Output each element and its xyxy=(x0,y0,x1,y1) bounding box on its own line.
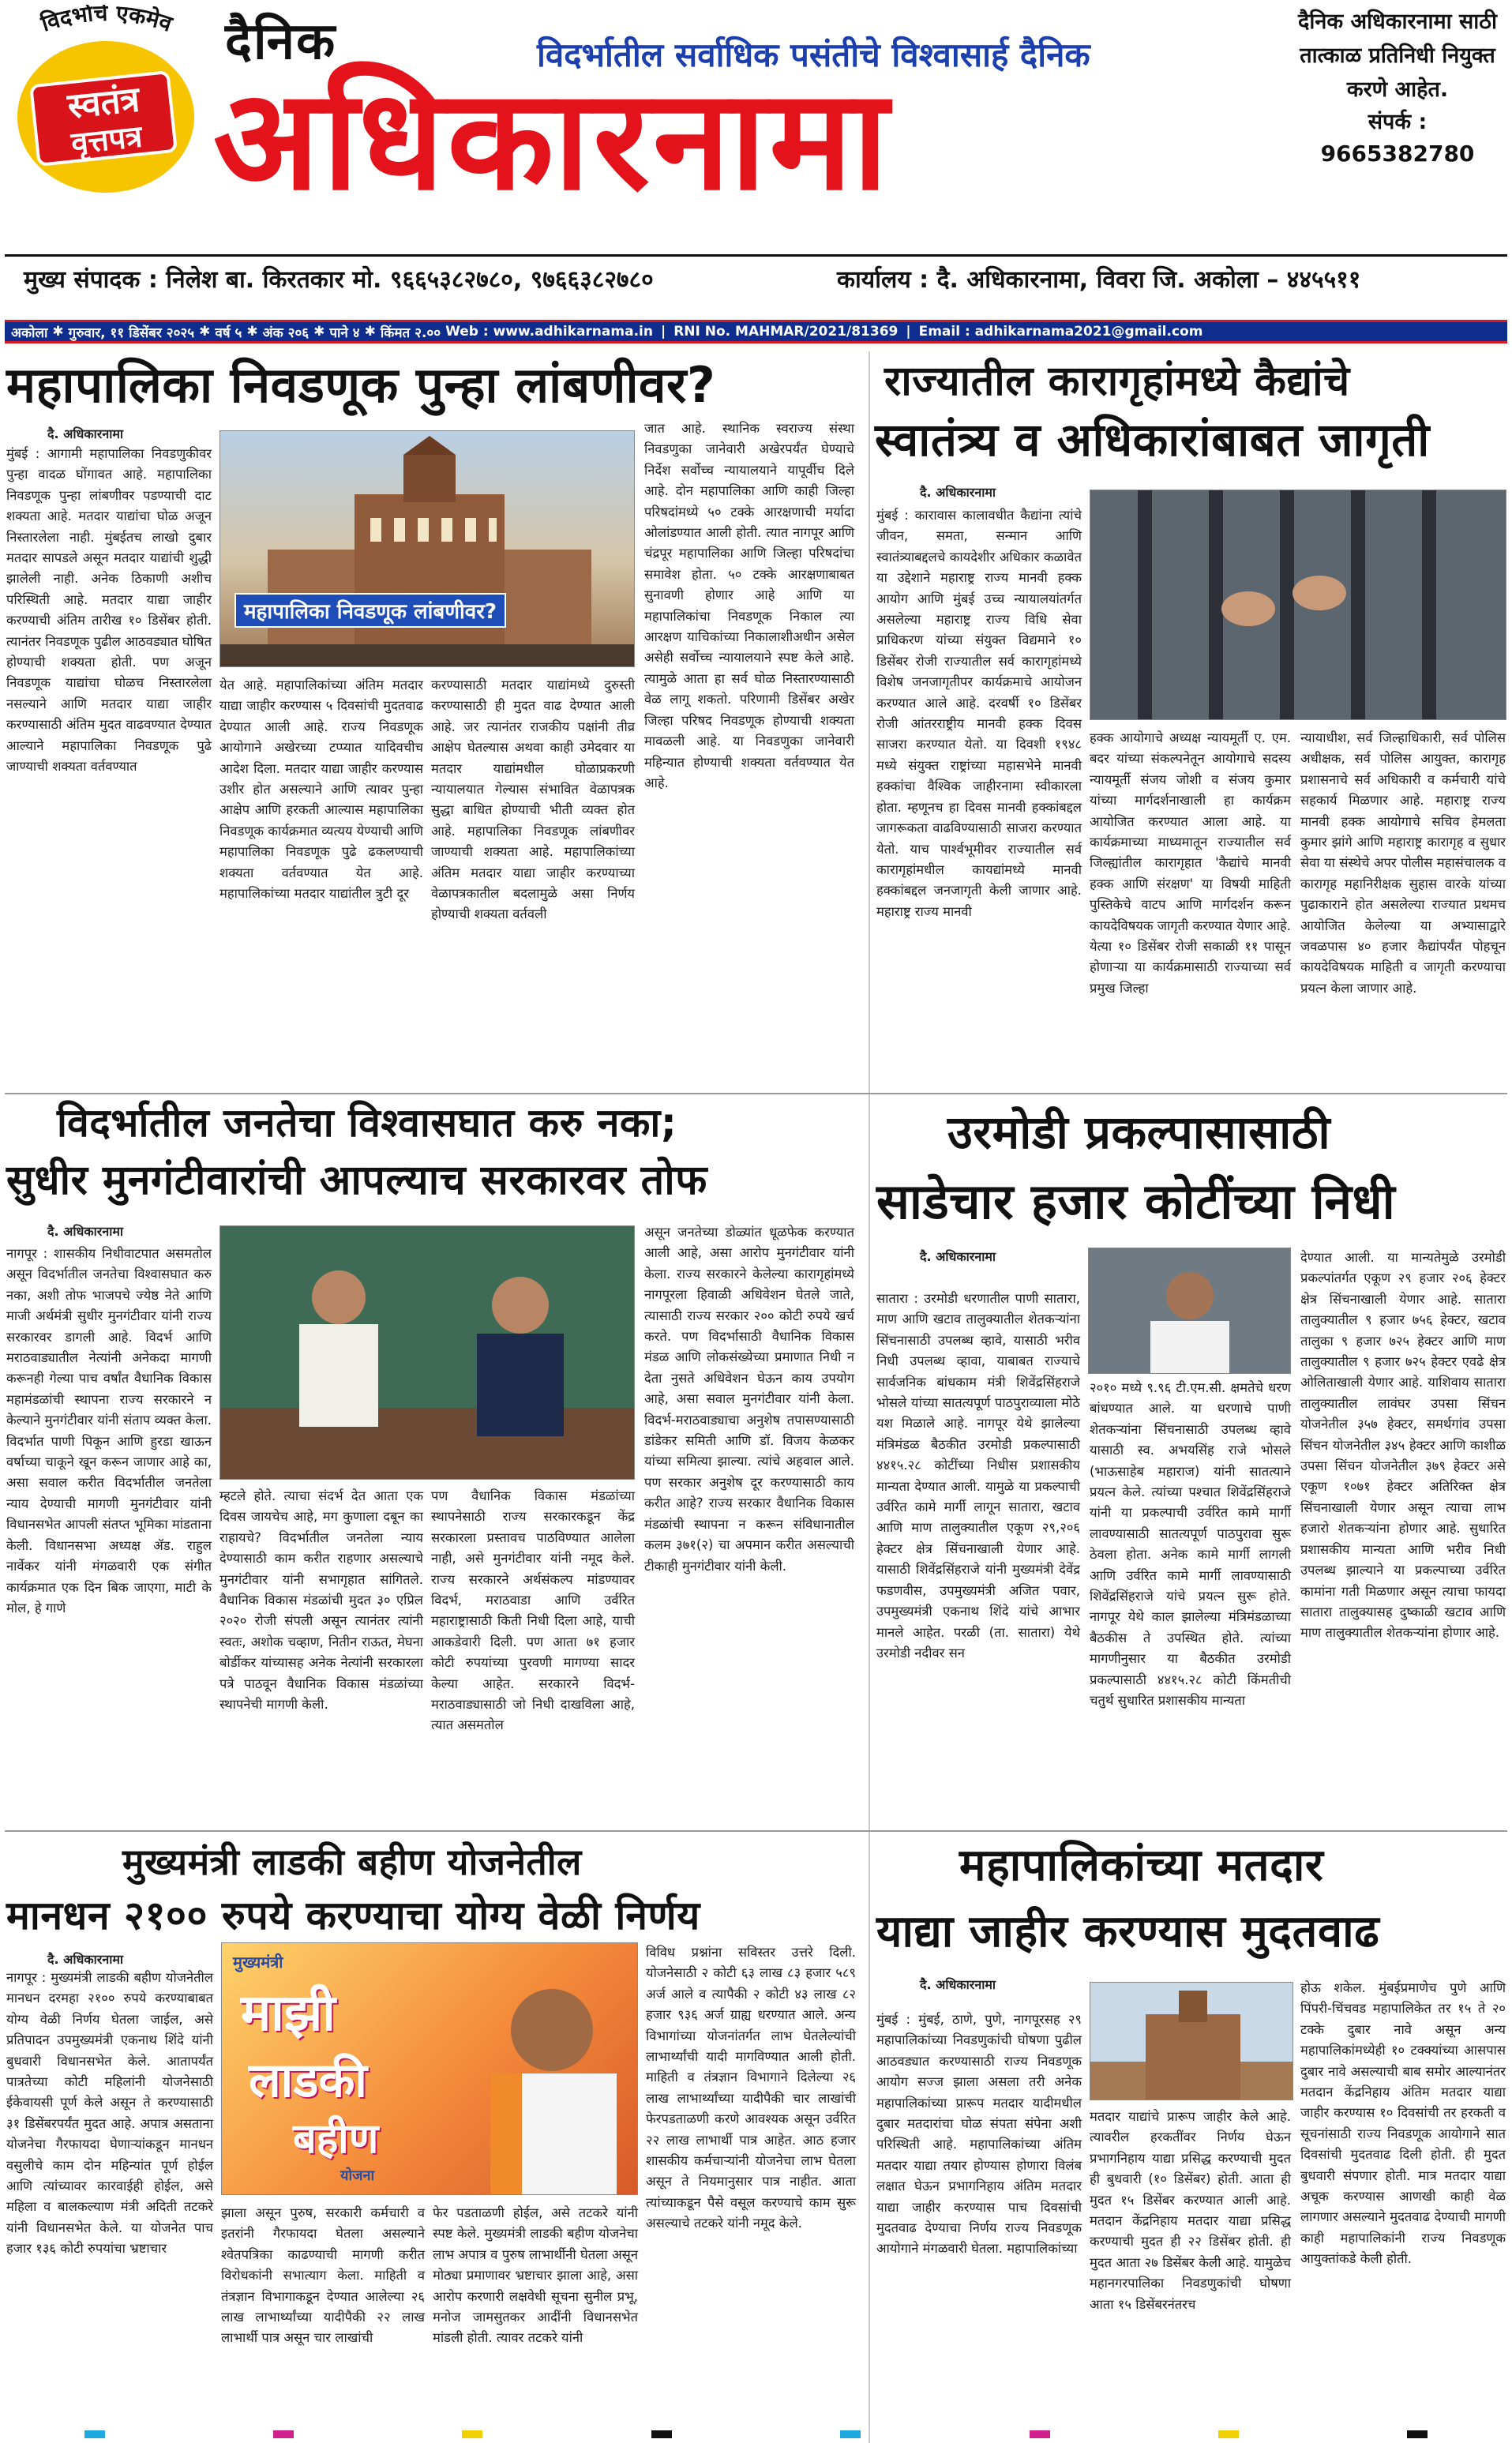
article6-photo xyxy=(1090,1982,1293,2100)
article3-col3: पण वैधानिक विकास मंडळांच्या स्थापनेसाठी राज्य सरकारकडून केंद्र सरकारला प्रस्तावच पाठविण्यात आलेला नाही, असे मुनगंटीवार यांनी नमूद केले. राज्य सरकारने अर्थसंकल्प मांडण्यावर विदर्भ, मराठवाडा आणि उर्वरित महाराष्ट्रासाठी किती निधी दिला आहे, याची आकडेवारी दिली. पण आता ७१ हजार कोटी रुपयांच्या पुरवणी मागण्या सादर केल्या आहेत. सरकारने विदर्भ-मराठवाड्यासाठी जो निधी दाखविला आहे, त्यात असमतोल xyxy=(431,1488,635,1733)
article3-col4: असून जनतेच्या डोळ्यांत धूळफेक करण्यात आली आहे, असा आरोप मुनगंटीवार यांनी केला. राज्य सरकारने केलेल्या कारागृहांमध्ये नागपूरला हिवाळी अधिवेशन घेतले जाते, त्यासाठी राज्य सरकार २०० कोटी रुपये खर्च करते. पण विदर्भासाठी वैधानिक विकास मंडळ आणि लोकसंख्येच्या प्रमाणात निधी न देता नुसते अधिवेशन घेऊन काय उपयोग आहे, असा सवाल मुनगंटीवार यांनी केला. विदर्भ-मराठवाड्याचा अनुशेष तपासण्यासाठी डांडेकर समिती आणि डॉ. विजय केळकर यांच्या समित्या झाल्या. त्यांचे अहवाल आले. पण सरकार अनुशेष दूर करण्यासाठी काय करीत आहे? राज्य सरकार वैधानिक विकास मंडळांची स्थापना न करून संविधानातील कलम ३७१(२) चा अपमान करीत असल्याची टीकाही मुनगंटीवार यांनी केली. xyxy=(644,1225,854,1574)
article2-col1: मुंबई : कारावास कालावधीत कैद्यांना त्यांचे जीवन, समता, सन्मान आणि स्वातंत्र्याबद्दलचे कायदेशीर अधिकार कळावेत या उद्देशाने महाराष्ट्र राज्य मानवी हक्क आयोग आणि मुंबई उच्च न्यायालयांतर्गत असलेल्या महाराष्ट्र राज्य विधि सेवा प्राधिकरण यांच्या संयुक्त विद्यमाने १० डिसेंबर रोजी राज्यातील सर्व कारागृहांमध्ये विशेष जनजागृतीपर कार्यक्रमाचे आयोजन करण्यात आले आहे. दरवर्षी १० डिसेंबर रोजी आंतरराष्ट्रीय मानवी हक्क दिवस साजरा करण्यात येतो. या दिवशी १९४८ मध्ये संयुक्त राष्ट्रांच्या महासभेने मानवी हक्कांचा वैश्विक जाहीरनामा स्वीकारला होता. म्हणूनच हा दिवस मानवी हक्कांबद्दल जागरूकता वाढविण्यासाठी साजरा करण्यात येतो. याच पार्श्वभूमीवर राज्यातील सर्व कारागृहांमधील कायद्यांमध्ये मानवी हक्कांबद्दल जनजागृती केली जाणार आहे. महाराष्ट्र राज्य मानवी xyxy=(876,508,1082,919)
article3-byline: दै. अधिकारनामा xyxy=(47,1224,124,1239)
minister-portrait-illustration xyxy=(1089,1248,1291,1374)
article2-photo xyxy=(1090,490,1506,720)
reg-mark-yellow xyxy=(462,2430,482,2438)
masthead-rule-top xyxy=(5,254,1507,257)
article3-photo xyxy=(219,1225,635,1480)
assembly-speakers-illustration xyxy=(220,1226,635,1480)
article1-photo-caption: महापालिका निवडणूक लांबणीवर? xyxy=(234,593,506,628)
recruitment-ad xyxy=(1295,5,1500,170)
info-year: वर्ष ५ xyxy=(215,325,242,341)
article1-col1: मुंबई : आगामी महापालिका निवडणुकीवर पुन्हा वादळ घोंगावत आहे. महापालिका निवडणूक पुन्हा लांबणीवर पडण्याची दाट शक्यता आहे. मतदार याद्यांचा घोळ अजून निस्तारलेला नाही. मुंबईतच लाखो दुबार मतदार सापडले असून मतदार याद्यांची शुद्धी झालेली नाही. अनेक ठिकाणी अशीच परिस्थिती आहे. मतदार याद्या जाहीर करण्याची अंतिम तारीख १० डिसेंबर होती. त्यानंतर निवडणूक पुढील आठवड्यात घोषित होण्याची शक्यता होती. पण अजून निवडणूक याद्यांचा घोळच निस्तारलेला नसल्याने आणि मतदार याद्या जाहीर करण्यासाठी अंतिम मुदत वाढवण्यात देण्यात आल्याने महापालिका निवडणूक पुढे जाण्याची शक्यता वर्तवण्यात xyxy=(6,446,212,775)
deputy-cm-portrait-illustration xyxy=(459,1943,638,2195)
article1-photo xyxy=(219,430,635,667)
article5-col4: विविध प्रश्नांना सविस्तर उत्तरे दिली. योजनेसाठी २ कोटी ६३ लाख ८३ हजार ५८९ अर्ज आले व त्यापैकी २ कोटी ४३ लाख ८२ हजार ९३६ अर्ज ग्राह्य धरण्यात आले. अन्य विभागांच्या योजनांतर्गत लाभ घेतलेल्यांची लाभार्थ्यांची यादी मागविण्यात आली होती. माहिती व तंत्रज्ञान विभागाने दिलेल्या २६ लाख लाभार्थ्यांच्या यादीपैकी चार लाखांची फेरपडताळणी करणे आवश्यक असून उर्वरित २२ लाख लाभार्थी पात्र आहेत. आठ हजार शासकीय कर्मचाऱ्यांनी योजनेचा लाभ घेतला असून ते नियमानुसार पात्र नाहीत. आता त्यांच्याकडून पैसे वसूल करण्याचे काम सुरू असल्याचे तटकरे यांनी नमूद केले. xyxy=(646,1945,856,2231)
article3-headline-2: सुधीर मुनगंटीवारांची आपल्याच सरकारवर तोफ xyxy=(6,1157,707,1204)
article2-headline-1: राज्यातील कारागृहांमध्ये कैद्यांचे xyxy=(884,358,1350,405)
info-date: गुरुवार, ११ डिसेंबर २०२५ xyxy=(68,325,195,341)
article4-col2: २०१० मध्ये ९.९६ टी.एम.सी. क्षमतेचे धरण बांधण्यात आले. या धरणाचे पाणी शेतकऱ्यांना सिंचनासाठी उपलब्ध व्हावे यासाठी स्व. अभयसिंह राजे भोसले (भाऊसाहेब महाराज) यांनी सातत्याने प्रयत्न केले. त्यांच्या पश्चात शिवेंद्रसिंहराजे यांनी या प्रकल्पाची उर्वरित कामे मार्गी लावण्यासाठी सातत्यपूर्ण पाठपुरावा सुरू ठेवला होता. अनेक कामे मार्गी लागली आणि उर्वरित कामे मार्गी लावण्यासाठी शिवेंद्रसिंहराजे यांचे प्रयत्न सुरू होते. नागपूर येथे काल झालेल्या मंत्रिमंडळाच्या बैठकीस ते उपस्थित होते. त्यांच्या मागणीनुसार या बैठकीत उरमोडी प्रकल्पासाठी ४४१५.२८ कोटी किंमतीची चतुर्थ सुधारित प्रशासकीय मान्यता xyxy=(1090,1380,1291,1709)
article1-byline: दै. अधिकारनामा xyxy=(47,426,124,441)
newspaper-title: अधिकारनामा xyxy=(213,59,892,221)
scheme-logo-text-1: मुख्यमंत्री xyxy=(233,1953,283,1972)
article1-col2: येत आहे. महापालिकांच्या अंतिम मतदार याद्या जाहीर करण्यास ५ दिवसांची मुदतवाढ देण्यात आली आहे. राज्य निवडणूक आयोगाने अखेरच्या टप्प्यात यादिवचीच आदेश दिला. मतदार याद्या जाहीर करण्यास उशीर होत असल्याने आणि त्यावर पुन्हा आक्षेप आणि हरकती आल्यास महापालिका निवडणूक कार्यक्रमात व्यत्यय येण्याची आणि महापालिका निवडणूक पुढे ढकलण्याची शक्यता वर्तवण्यात येत आहे. महापालिकांच्या मतदार याद्यांतील त्रुटी दूर xyxy=(219,677,423,902)
reg-mark-cyan-2 xyxy=(840,2430,861,2438)
info-city: अकोला xyxy=(11,325,48,341)
article6-col2: मतदार याद्यांचे प्रारूप जाहीर केले आहे. त्यावरील हरकतींवर निर्णय घेऊन प्रभागनिहाय याद्या प्रसिद्ध करण्याची मुदत ही बुधवारी (१० डिसेंबर) होती. आता ही मुदत १५ डिसेंबर करण्यात आली आहे. मतदान केंद्रनिहाय मतदार याद्या प्रसिद्ध करण्याची मुदत ही २२ डिसेंबर होती. ही मुदत आता २७ डिसेंबर केली आहे. यामुळेच महानगरपालिका निवडणुकांची घोषणा आता १५ डिसेंबरनंतरच xyxy=(1090,2109,1291,2312)
article1-col3: करण्यासाठी मतदार याद्यांमध्ये दुरुस्ती करण्यासाठी ही मुदत वाढ देण्यात आली आहे. जर त्यानंतर राजकीय पक्षांनी तीव्र आक्षेप घेतल्यास अथवा काही उमेदवार या मतदार याद्यांमधील घोळाप्रकरणी न्यायालयात गेल्यास संभावित वेळापत्रक सुद्धा बाधित होण्याची भीती व्यक्त होत आहे. महापालिका निवडणूक लांबणीवर जाण्याची शक्यता आहे. महापालिकांच्या अंतिम मतदार याद्या जाहीर करण्याच्या वेळापत्रकातील बदलामुळे असा निर्णय होण्याची शक्यता वर्तवली xyxy=(431,677,635,922)
article5-photo xyxy=(221,1942,638,2195)
svg-text:विदर्भाचे एकमेव xyxy=(37,5,176,37)
article5-byline: दै. अधिकारनामा xyxy=(47,1952,124,1967)
article6-col3: होऊ शकेल. मुंबईप्रमाणेच पुणे आणि पिंपरी-चिंचवड महापालिकेत तर १५ ते २० टक्के दुबार नावे असून अन्य महापालिकांमध्येही १० टक्क्यांच्या आसपास दुबार नावे असल्याची बाब समोर आल्यानंतर मतदान केंद्रनिहाय अंतिम मतदार याद्या जाहीर करण्यास १० दिवसांची तर हरकती व सूचनांसाठी राज्य निवडणूक आयोगाने सात दिवसांची मुदतवाढ दिली होती. ही मुदत बुधवारी संपणार होती. मात्र मतदार याद्या अचूक करण्यास आणखी काही वेळ लागणार असल्याने मुदतवाढ देण्याची मागणी काही महापालिकांनी राज्य निवडणूक आयुक्तांकडे केली होती. xyxy=(1300,1980,1506,2267)
info-pages: पाने ४ xyxy=(329,325,360,341)
article6-headline-1: महापालिकांच्या मतदार xyxy=(959,1840,1324,1891)
info-rni: RNI No. MAHMAR/2021/81369 xyxy=(673,324,899,340)
municipal-hq-illustration xyxy=(1090,1983,1293,2100)
article5-col3: फेर पडताळणी होईल, असे तटकरे यांनी स्पष्ट केले. मुख्यमंत्री लाडकी बहीण योजनेचा लाभ अपात्र व पुरुष लाभार्थीनी घेतला असून मोठ्या प्रमाणावर भ्रष्टाचार झाला आहे, असा आरोप करणारी लक्षवेधी सूचना सुनील प्रभू, मनोज जामसुतकर आदींनी विधानसभेत मांडली होती. त्यावर तटकरे यांनी xyxy=(433,2205,638,2346)
article6-byline: दै. अधिकारनामा xyxy=(920,1977,996,1992)
article4-col3: देण्यात आली. या मान्यतेमुळे उरमोडी प्रकल्पांतर्गत एकूण २९ हजार २०६ हेक्टर क्षेत्र सिंचनाखाली येणार आहे. सातारा तालुक्यातील ९ हजार ७५६ हेक्टर, खटाव तालुका ९ हजार ७२५ हेक्टर आणि माण तालुक्यातील ९ हजार ७२५ हेक्टर एवढे क्षेत्र ओलिताखाली येणार आहे. याशिवाय सातारा तालुक्यातील लावंघर उपसा सिंचन योजनेतील ३५७ हेक्टर, समर्थगांव उपसा सिंचन योजनेतील ३४५ हेक्टर आणि काशीळ उपसा सिंचन योजनेतील ३७९ हेक्टर असे एकूण १०७१ हेक्टर अतिरिक्त क्षेत्र सिंचनाखाली येणार असून त्याचा लाभ हजारो शेतकऱ्यांना होणार आहे. सुधारित प्रशासकीय मान्यता आणि भरीव निधी उपलब्ध झाल्याने या प्रकल्पाच्या उर्वरित कामांना गती मिळणार असून त्याचा फायदा सातारा तालुक्यासह दुष्काळी खटाव आणि माण तालुक्यातील शेतकऱ्यांना होणार आहे. xyxy=(1300,1250,1506,1641)
info-web[interactable]: Web : www.adhikarnama.in xyxy=(445,324,653,340)
masthead xyxy=(0,0,1512,294)
reg-mark-black-2 xyxy=(1407,2430,1428,2438)
reg-mark-magenta xyxy=(273,2430,294,2438)
reg-mark-yellow-2 xyxy=(1218,2430,1239,2438)
scheme-logo-text-2: माझी xyxy=(241,1984,336,2043)
recruitment-ad-text: दैनिक अधिकारनामा साठी तात्काळ प्रतिनिधी नियुक्त करणे आहेत. xyxy=(1298,9,1497,102)
article1-headline: महापालिका निवडणूक पुन्हा लांबणीवर? xyxy=(6,356,716,414)
reg-mark-magenta-2 xyxy=(1030,2430,1050,2438)
article2-headline-2: स्वातंत्र्य व अधिकारांबाबत जागृती xyxy=(875,413,1430,467)
article5-headline-2: मानधन २१०० रुपये करण्याचा योग्य वेळी निर्णय xyxy=(6,1893,700,1938)
article4-col1: सातारा : उरमोडी धरणातील पाणी सातारा, माण आणि खटाव तालुक्यातील शेतकऱ्यांना सिंचनासाठी उपलब्ध व्हावे, यासाठी भरीव निधी उपलब्ध व्हावा, याबाबत राज्याचे सार्वजनिक बांधकाम मंत्री शिवेंद्रसिंहराजे भोसले यांच्या सातत्यपूर्ण पाठपुराव्याला मोठे यश मिळाले आहे. नागपूर येथे झालेल्या मंत्रिमंडळ बैठकीत उरमोडी प्रकल्पासाठी ४४१५.२८ कोटींच्या निधीस प्रशासकीय मान्यता देण्यात आली. यामुळे या प्रकल्पाची उर्वरित कामे मार्गी लागून सातारा, खटाव आणि माण तालुक्यातील एकूण २९,२०६ हेक्टर क्षेत्र सिंचनाखाली येणार आहे. यासाठी शिवेंद्रसिंहराजे यांनी मुख्यमंत्री देवेंद्र फडणवीस, उपमुख्यमंत्री अजित पवार, उपमुख्यमंत्री एकनाथ शिंदे यांचे आभार मानले आहेत. परळी (ता. सातारा) येथे उरमोडी नदीवर सन xyxy=(876,1291,1080,1661)
scheme-logo-text-3: लाडकी xyxy=(249,2053,367,2108)
article4-headline-1: उरमोडी प्रकल्पासासाठी xyxy=(947,1105,1331,1159)
badge-text-mid: स्वतंत्र xyxy=(66,79,142,127)
article6-col1: मुंबई : मुंबई, ठाणे, पुणे, नागपूरसह २९ महापालिकांच्या निवडणुकांची घोषणा पुढील आठवड्यात करण्यासाठी राज्य निवडणूक आयोग सज्ज झाला असला तरी अनेक महापालिकांच्या प्रारूप मतदार यादीमधील दुबार मतदारांचा घोळ संपता संपेना अशी परिस्थिती आहे. महापालिकांच्या अंतिम मतदार याद्या तयार होण्यास होणारा विलंब लक्षात घेऊन प्रभागनिहाय अंतिम मतदार याद्या जाहीर करण्यास पाच दिवसांची मुदतवाढ देण्याचा निर्णय राज्य निवडणूक आयोगाने मंगळवारी घेतला. महापालिकांच्या xyxy=(876,2012,1082,2257)
info-bar: अकोला ✱ गुरुवार, ११ डिसेंबर २०२५ ✱ वर्ष ५ ✱ अंक २०६ ✱ पाने ४ ✱ किंमत २.०० Web : www.adhikarnama.in | RNI No. MAHMAR/2021/81369 | Email : adhikarnama2021@gmail.com xyxy=(5,320,1507,343)
article5-col2: झाला असून पुरुष, सरकारी कर्मचारी व इतरांनी गैरफायदा घेतला असल्याने श्वेतपत्रिका काढण्याची मागणी करीत विरोधकांनी सभात्याग केला. माहिती व तंत्रज्ञान विभागाकडून देण्यात आलेल्या २६ लाख लाभार्थ्यांच्या यादीपैकी २२ लाख लाभार्थी पात्र असून चार लाखांची xyxy=(221,2205,425,2346)
badge-arc-text xyxy=(8,5,205,43)
scheme-logo-text-5: योजना xyxy=(340,2167,375,2184)
article2-col3: न्यायाधीश, सर्व जिल्हाधिकारी, सर्व पोलिस अधीक्षक, सर्व पोलिस आयुक्त, कारागृह प्रशासनाचे सर्व अधिकारी व कर्मचारी यांचे सहकार्य मिळणार आहे. महाराष्ट्र राज्य मानवी हक्क आयोगाचे सचिव हेमलता कुमार झांगे आणि महाराष्ट्र कारागृह व सुधार सेवा या संस्थेचे अपर पोलीस महासंचालक व कारागृह महानिरीक्षक सुहास वारके यांच्या पुढाकाराने होत असलेल्या राज्यात प्रथमच आयोजित केलेल्या या अभ्यासाद्वारे जवळपास ४० हजार कैद्यांपर्यंत पोहचून कायदेविषयक माहिती व जागृती करण्याचा प्रयत्न केला जाणार आहे. xyxy=(1300,730,1506,996)
scheme-logo-text-4: बहीण xyxy=(293,2115,379,2163)
article5-col1: नागपूर : मुख्यमंत्री लाडकी बहीण योजनेतील मानधन दरमहा २१०० रुपये करण्याबाबत योग्य वेळी निर्णय घेतला जाईल, असे प्रतिपादन उपमुख्यमंत्री एकनाथ शिंदे यांनी बुधवारी विधानसभेत केले. आतापर्यंत पात्रतेच्या कोटी महिलांनी योजनेसाठी ईकेवायसी पूर्ण केले असून ते करण्यासाठी ३१ डिसेंबरपर्यंत मुदत आहे. अपात्र असताना योजनेचा गैरफायदा घेणाऱ्यांकडून मानधन वसुलीचे काम दोन महिन्यांत पूर्ण होईल आणि त्यांच्यावर कारवाईही होईल, असे महिला व बालकल्याण मंत्री अदिती तटकरे यांनी विधानसभेत केले. या योजनेत पाच हजार १३६ कोटी रुपयांचा भ्रष्टाचार xyxy=(6,1970,213,2257)
article3-headline-1: विदर्भातील जनतेचा विश्वासघात करु नका; xyxy=(57,1100,677,1146)
badge-top-text: विदर्भाचे एकमेव xyxy=(38,5,176,37)
municipal-building-illustration xyxy=(220,431,635,667)
office-line: कार्यालय : दै. अधिकारनामा, विवरा जि. अकोला – ४४५५११ xyxy=(837,266,1361,294)
article2-byline: दै. अधिकारनामा xyxy=(920,485,996,500)
article5-headline-1: मुख्यमंत्री लाडकी बहीण योजनेतील xyxy=(122,1841,582,1883)
reg-mark-black xyxy=(651,2430,672,2438)
print-registration-marks xyxy=(0,2430,1512,2440)
badge-arc-text-svg xyxy=(8,5,205,43)
recruitment-contact-number: 9665382780 xyxy=(1320,141,1475,167)
reg-mark-cyan xyxy=(84,2430,105,2438)
section-rule-1 xyxy=(5,1093,1507,1094)
section-rule-2 xyxy=(5,1830,1507,1832)
column-divider xyxy=(869,351,870,2443)
info-email[interactable]: Email : adhikarnama2021@gmail.com xyxy=(918,324,1203,340)
article1-col4: जात आहे. स्थानिक स्वराज्य संस्था निवडणुका जानेवारी अखेरपर्यंत घेण्याचे निर्देश सर्वोच्च न्यायालयाने यापूर्वीच दिले आहे. दोन महापालिका आणि काही जिल्हा परिषदांमध्ये ५० टक्के आरक्षणाची मर्यादा ओलांडण्यात आली होती. त्यात नागपूर आणि चंद्रपूर महापालिका आणि जिल्हा परिषदांचा समावेश होता. ५० टक्के आरक्षणाबाबत सुनावणी होणार आहे आणि या महापालिकांचा निवडणूक निकाल त्या आरक्षण याचिकांच्या निकालाशीअधीन असेल असेही सर्वोच्च न्यायालयाने स्पष्ट केले आहे. त्यामुळे आता हा सर्व घोळ निस्तारण्यासाठी वेळ लागू शकतो. परिणामी डिसेंबर अखेर जिल्हा परिषद निवडणूक होण्याची शक्यता मावळली आहे. या निवडणुका जानेवारी महिन्यात होण्याची शक्यता वर्तवण्यात येत आहे. xyxy=(644,421,854,790)
article4-photo xyxy=(1088,1248,1291,1374)
article4-byline: दै. अधिकारनामा xyxy=(920,1249,996,1264)
tagline: विदर्भातील सर्वाधिक पसंतीचे विश्वासार्ह दैनिक xyxy=(537,36,1090,74)
recruitment-contact-label: संपर्क : xyxy=(1368,110,1428,134)
badge-text-bottom: वृत्तपत्र xyxy=(69,118,144,161)
info-price: किंमत २.०० xyxy=(380,325,441,341)
article2-col2: हक्क आयोगाचे अध्यक्ष न्यायमूर्ती ए. एम. बदर यांच्या संकल्पनेतून आयोगाचे सदस्य न्यायमूर्ती संजय जोशी व संजय कुमार यांच्या मार्गदर्शनाखाली हा कार्यक्रम आयोजित करण्यात आला आहे. या कार्यक्रमाच्या माध्यमातून राज्यातील सर्व जिल्ह्यांतील कारागृहात 'कैद्यांचे मानवी हक्क आणि संरक्षण' या विषयी माहिती पुस्तिकेचे वाटप आणि मार्गदर्शन करून कायदेविषयक जागृती करण्यात येणार आहे. येत्या १० डिसेंबर रोजी सकाळी ११ पासून होणाऱ्या या कार्यक्रमासाठी राज्याच्या सर्व प्रमुख जिल्हा xyxy=(1090,730,1291,996)
article6-headline-2: याद्या जाहीर करण्यास मुदतवाढ xyxy=(876,1906,1380,1957)
article3-col2: म्हटले होते. त्याचा संदर्भ देत आता एक दिवस जायचेच आहे, मग कुणाला दबून का राहायचे? विदर्भातील जनतेला न्याय देण्यासाठी काम करीत राहणार असल्याचे मुनगंटीवार यांनी सभागृहात सांगितले. वैधानिक विकास मंडळांची मुदत ३० एप्रिल २०२० रोजी संपली असून त्यानंतर त्यांनी स्वतः, अशोक चव्हाण, नितीन राऊत, मेघना बोर्डीकर यांच्यासह अनेक नेत्यांनी सरकारला पत्रे पाठवून वैधानिक विकास मंडळांच्या स्थापनेची मागणी केली. xyxy=(219,1488,423,1713)
editor-line: मुख्य संपादक : निलेश बा. किरतकार मो. ९६६५३८२७८०, ९७६६३८२७८० xyxy=(24,266,654,294)
article4-headline-2: साडेचार हजार कोटींच्या निधी xyxy=(876,1173,1396,1230)
prison-bars-illustration xyxy=(1090,490,1506,720)
dainik-label: दैनिक xyxy=(225,13,337,71)
article3-col1: नागपूर : शासकीय निधीवाटपात असमतोल असून विदर्भातील जनतेचा विश्वासघात करु नका, अशी तोफ भाजपचे ज्येष्ठ नेते आणि माजी अर्थमंत्री सुधीर मुनगंटीवार यांनी राज्य सरकारवर डागली आहे. विदर्भ आणि मराठवाड्यातील नेत्यांनी अनेकदा मागणी करूनही गेल्या पाच वर्षांत वैधानिक विकास महामंडळांची स्थापना राज्य सरकारने न केल्याने मुनगंटीवार यांनी संताप व्यक्त केला. विदर्भात पाणी पिकून आणि हुरडा खाऊन वर्षाच्या चाकूने खून करून जाणार आहे का, असा सवाल करीत विदर्भातील जनतेला न्याय देण्याची मागणी मुनगंटीवार यांनी विधानसभेत आपली संतप्त भूमिका मांडताना केली. विधानसभा अध्यक्ष ॲड. राहुल नार्वेकर यांनी मंगळवारी एक संगीत कार्यक्रमात एक दिन बिक जाएगा, माटी के मोल, हे गाणे xyxy=(6,1246,212,1616)
info-issue: अंक २०६ xyxy=(262,325,310,341)
